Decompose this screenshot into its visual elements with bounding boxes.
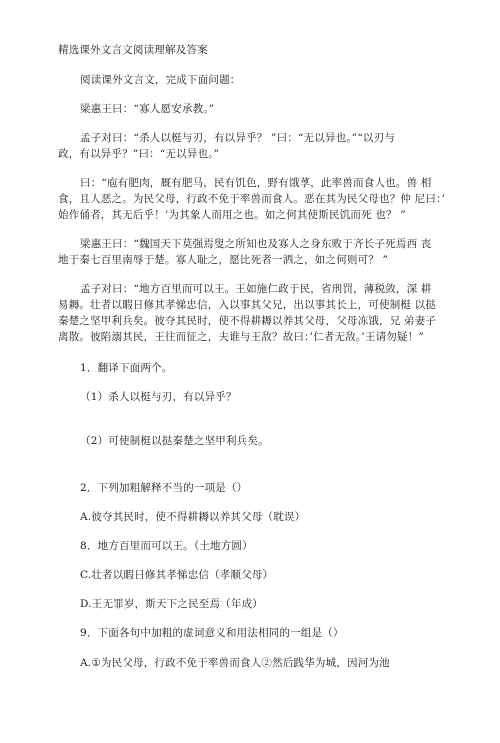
passage-paragraph-5-line-1: 孟子对曰：“地方百里而可以王。王如施仁政于民，省刑罚，薄税敛，深 耕	[80, 283, 432, 295]
passage-paragraph-4-line-1: 梁惠王曰：“魏国天下莫强焉叟之所知也及寡人之身东败于齐长子死焉西 丧	[80, 238, 432, 250]
passage-paragraph-5-line-2: 易耨。壮者以暇日修其孝悌忠信，入以事其父兄，出以事其长上，可使制梃 以挞	[58, 299, 437, 311]
question-1-item-1: （1）杀人以梃与刃，有以异乎？	[80, 391, 237, 403]
passage-paragraph-1: 梁惠王曰：“寡人愿安承教。”	[80, 103, 215, 115]
question-3: 9．下面各句中加粗的虚词意义和用法相同的一组是（）	[80, 627, 344, 639]
passage-paragraph-2-line-1: 孟子对曰：“杀人以梃与刃，有以异乎？ ”曰：“无以异也。”“以刃与	[80, 132, 396, 144]
passage-paragraph-3-line-3: 始作俑者，其无后乎！’为其象人而用之也。如之何其使斯民饥而死 也？ ”	[58, 209, 406, 221]
passage-paragraph-3-line-2: 食，且人恶之。为民父母，行政不免于率兽而食人。恶在其为民父母也？仲 尼曰：’	[58, 193, 446, 205]
passage-paragraph-3-line-1: 曰：“庖有肥肉，厩有肥马，民有饥色，野有饿莩，此率兽而食人也。兽 相	[80, 177, 432, 189]
instruction-text: 阅读课外文言文，完成下面问题：	[80, 74, 241, 86]
passage-paragraph-5-line-3: 秦楚之坚甲利兵矣。彼夺其民时，使不得耕耨以养其父母，父母冻饿，兄 弟妻子	[58, 315, 437, 327]
document-title: 精选课外文言文阅读理解及答案	[58, 44, 208, 56]
question-2-option-d: D.王无罪岁，斯天下之民至焉（年成）	[80, 598, 263, 610]
question-2-option-c: C.壮者以暇日修其孝悌忠信（孝顺父母）	[80, 569, 274, 581]
question-1: 1．翻译下面两个。	[80, 362, 173, 374]
question-1-item-2: （2）可使制梃以挞秦楚之坚甲利兵矣。	[80, 435, 269, 447]
question-3-option-a: A.①为民父母，行政不免于率兽而食人②然后践华为城，因河为池	[80, 657, 390, 669]
passage-paragraph-4-line-2: 地于秦七百里南辱于楚。寡人耻之，愿比死者一洒之，如之何则可？ ”	[58, 254, 389, 266]
question-2: 2．下列加粗解释不当的一项是（）	[80, 482, 248, 494]
passage-paragraph-2-line-2: 政，有以异乎？”曰：“无以异也。”	[58, 148, 220, 160]
question-2-option-a: A.彼夺其民时，使不得耕耨以养其父母（耽误）	[80, 511, 306, 523]
question-2-option-b: 8．地方百里而可以王。（土地方圆）	[80, 540, 253, 552]
passage-paragraph-5-line-4: 离散。彼陷溺其民，王往而征之，夫谁与王敌？故曰：’仁者无敌。’王请勿疑！”	[58, 331, 424, 343]
